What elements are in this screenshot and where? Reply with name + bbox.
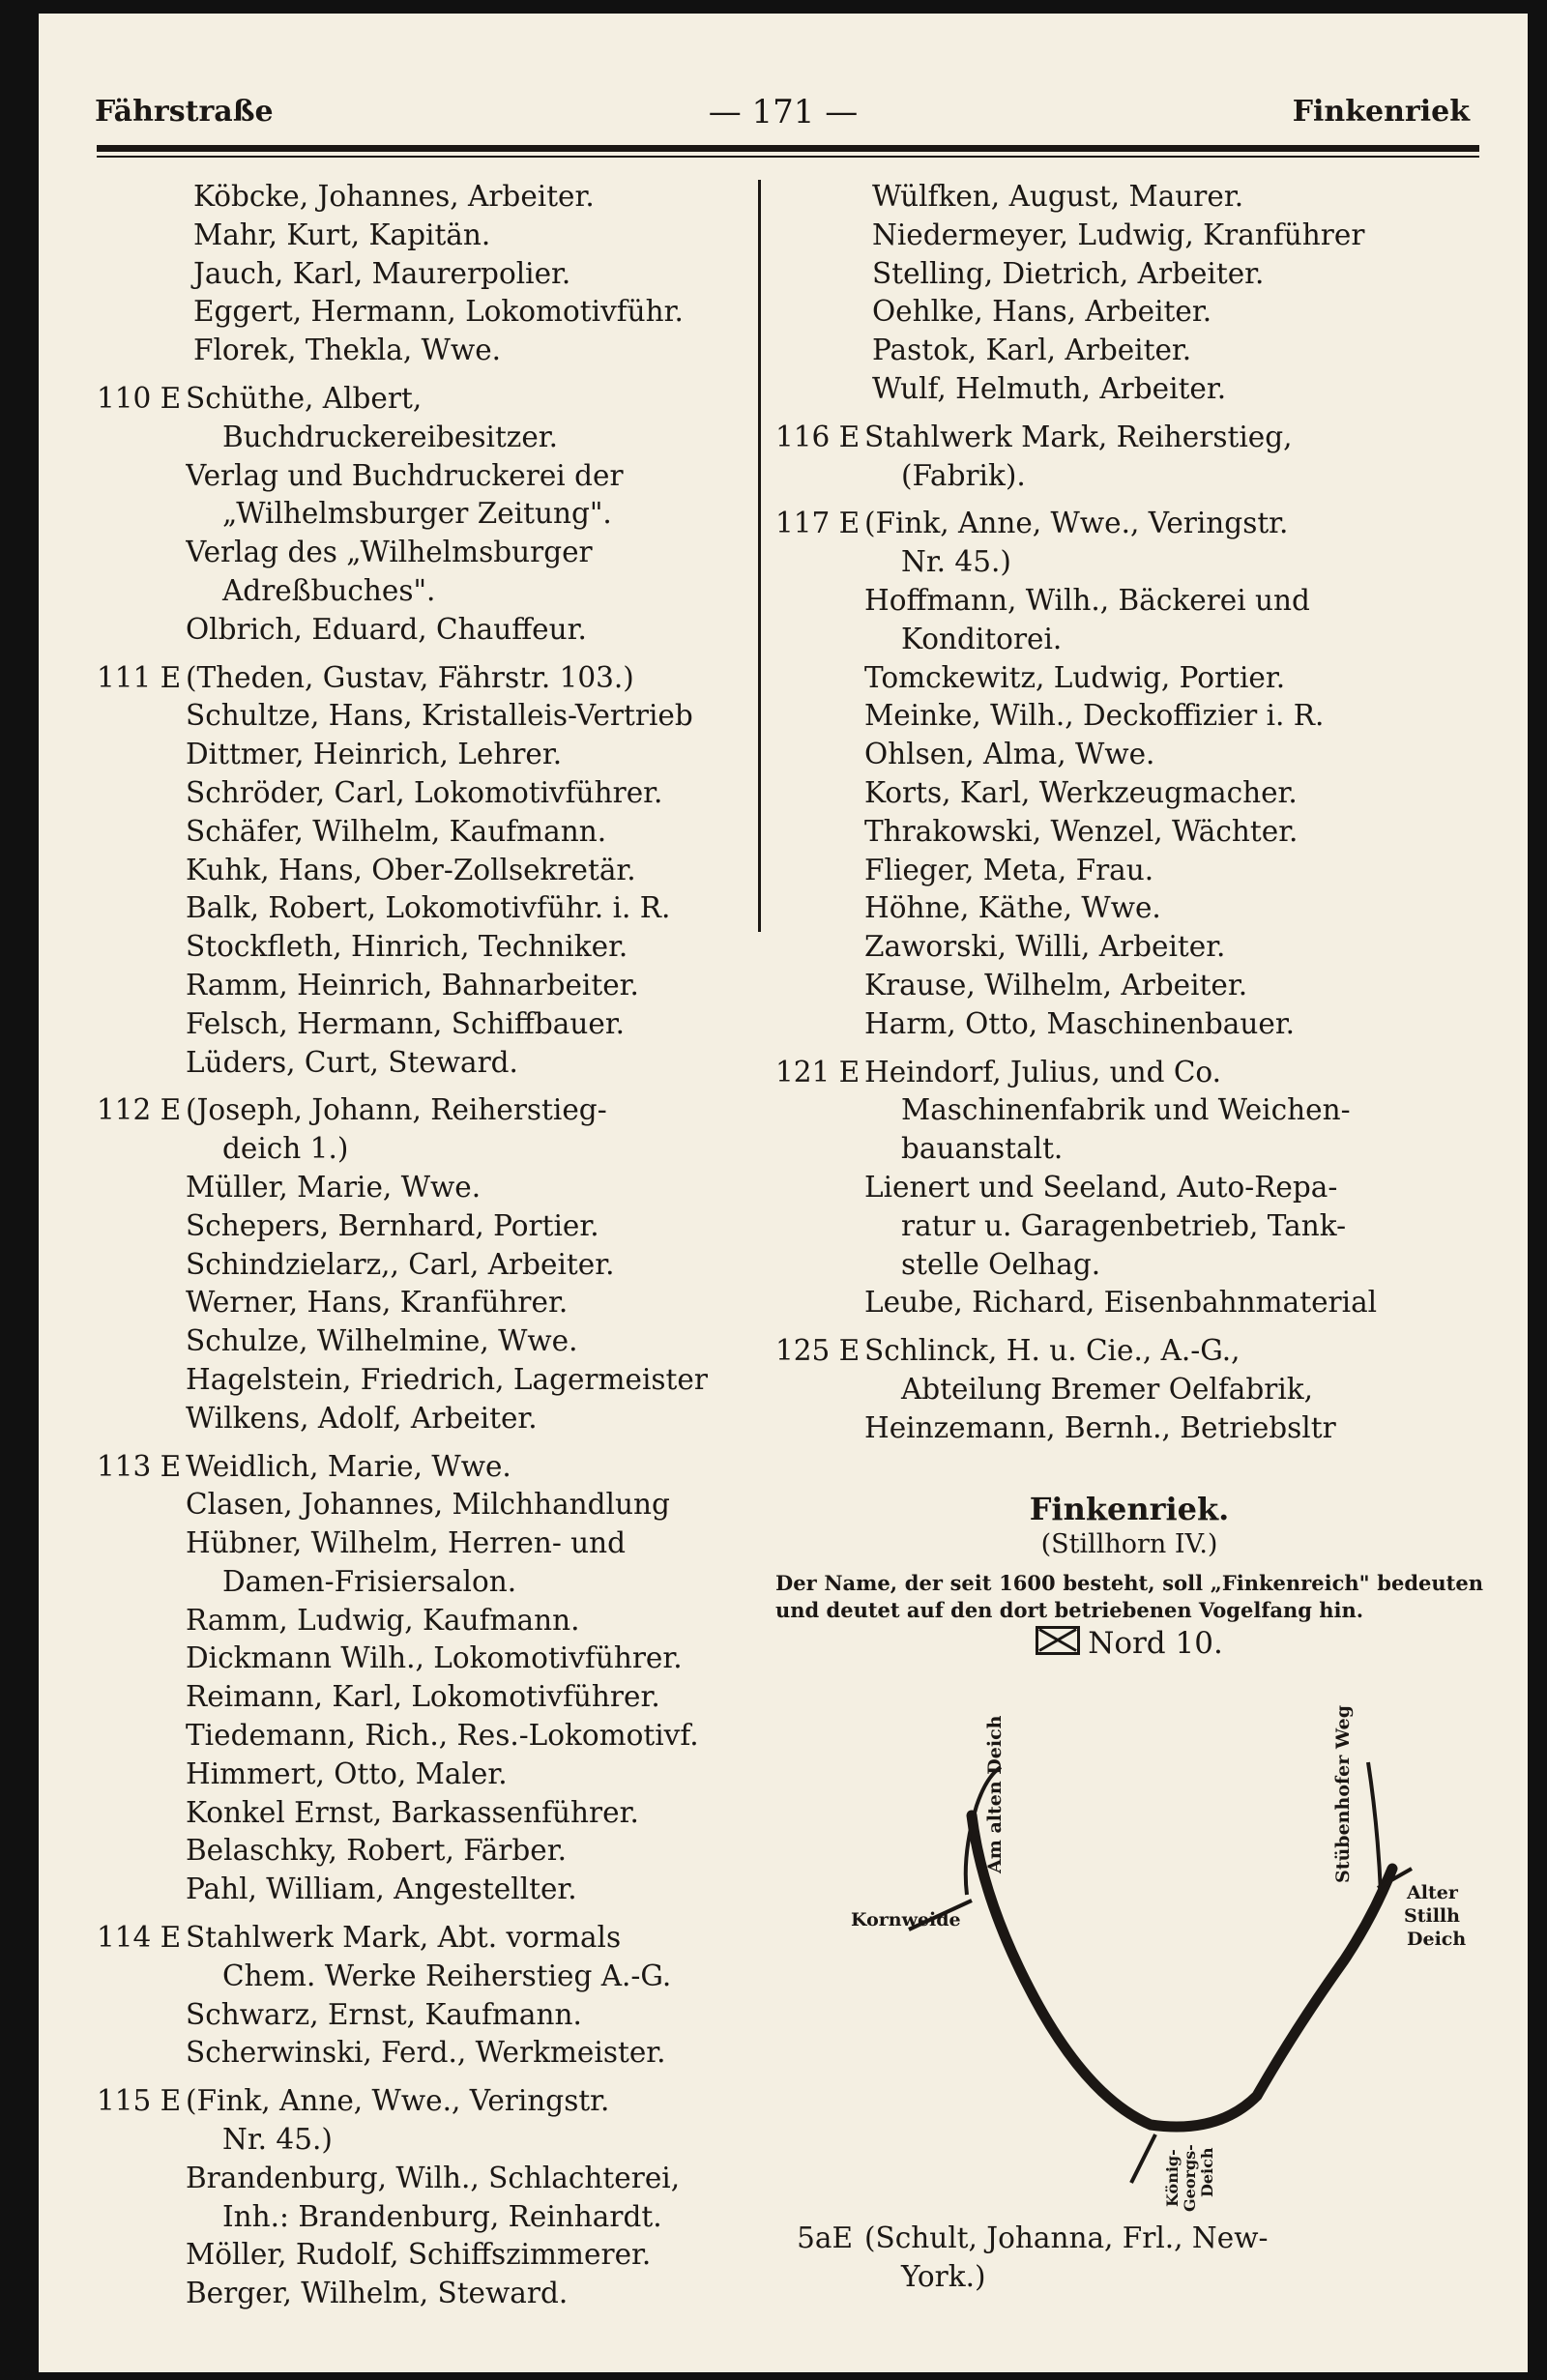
entry-line: Tomckewitz, Ludwig, Portier.	[864, 660, 1286, 694]
entry-line: Stockfleth, Hinrich, Techniker.	[186, 930, 628, 964]
entry-line: Wulf, Helmuth, Arbeiter.	[872, 371, 1227, 405]
entry-gap	[97, 650, 743, 659]
entry-gap	[775, 1322, 1483, 1332]
entry-line: Reimann, Karl, Lokomotivführer.	[186, 1680, 660, 1714]
header-rule-thin	[97, 156, 1479, 158]
entry-line: Abteilung Bremer Oelfabrik,	[901, 1372, 1314, 1406]
entry-gap	[97, 1082, 743, 1091]
map-label-alter-stillh-deich-1: Alter	[1407, 1882, 1458, 1903]
entry-line: (Joseph, Johann, Reiherstieg-	[186, 1093, 607, 1127]
entry-line: stelle Oelhag.	[901, 1247, 1101, 1281]
directory-page	[39, 14, 1528, 2372]
entry-line: Schepers, Bernhard, Portier.	[186, 1208, 599, 1242]
map-label-koenig-georg-deich-3: Deich	[1198, 2147, 1216, 2197]
map-label-stubenhofer-weg: Stübenhofer Weg	[1332, 1704, 1354, 1883]
entry-line: Heindorf, Julius, und Co.	[864, 1055, 1222, 1088]
entry-line: Kuhk, Hans, Ober-Zollsekretär.	[186, 853, 636, 886]
entry-line: Balk, Robert, Lokomotivführ. i. R.	[186, 891, 671, 925]
map-label-alter-stillh-deich-2: Stillh	[1404, 1905, 1460, 1927]
entry-line: Stelling, Dietrich, Arbeiter.	[872, 256, 1265, 290]
entry-line: Dittmer, Heinrich, Lehrer.	[186, 738, 563, 771]
postal-district	[775, 1626, 1483, 1661]
entry-line: Berger, Wilhelm, Steward.	[186, 2277, 569, 2310]
road-koenig-georg-deich	[1131, 2134, 1155, 2183]
entry-line: Heinzemann, Bernh., Betriebsltr	[864, 1410, 1336, 1444]
postal-district-label: Nord 10.	[1088, 1626, 1223, 1661]
entry-line: Himmert, Otto, Maler.	[186, 1756, 508, 1790]
address-entry	[97, 1448, 743, 1910]
house-number: 114 E	[97, 1921, 182, 1955]
entry-line: Jauch, Karl, Maurerpolier.	[193, 256, 571, 290]
header-rule-thick	[97, 145, 1479, 152]
entry-line: Leube, Richard, Eisenbahnmaterial	[864, 1286, 1378, 1320]
entry-line: Stahlwerk Mark, Abt. vormals	[186, 1921, 622, 1955]
entry-line: Konkel Ernst, Barkassenführer.	[186, 1795, 639, 1829]
entry-line: York.)	[901, 2259, 986, 2293]
entry-line: deich 1.)	[222, 1132, 349, 1166]
entry-gap	[775, 1044, 1483, 1054]
entry-gap	[775, 495, 1483, 505]
address-entry	[775, 178, 1483, 409]
address-entry	[97, 178, 743, 370]
house-number: 125 E	[775, 1334, 861, 1368]
map-label-koenig-georg-deich-1: König-	[1163, 2149, 1182, 2207]
page-number: — 171 —	[708, 93, 859, 131]
entry-line: Florek, Thekla, Wwe.	[193, 334, 502, 367]
entry-line: Werner, Hans, Kranführer.	[186, 1286, 569, 1320]
address-entry	[775, 1054, 1483, 1323]
map-label-kornweide: Kornweide	[851, 1909, 961, 1930]
entry-line: Schindzielarz,, Carl, Arbeiter.	[186, 1247, 615, 1281]
entry-line: Schultze, Hans, Kristalleis-Vertrieb	[186, 699, 693, 733]
entry-line: Nr. 45.)	[222, 2123, 333, 2157]
entry-line: Tiedemann, Rich., Res.-Lokomotivf.	[186, 1719, 699, 1753]
entry-line: Felsch, Hermann, Schiffbauer.	[186, 1006, 626, 1040]
address-entry-5aE	[775, 2220, 1483, 2297]
map-label-alter-stillh-deich-3: Deich	[1407, 1929, 1467, 1950]
entry-line: Oehlke, Hans, Arbeiter.	[872, 295, 1212, 329]
entry-line: Schröder, Carl, Lokomotivführer.	[186, 775, 663, 809]
house-number: 121 E	[775, 1055, 861, 1088]
address-entry	[97, 380, 743, 650]
address-entry	[97, 659, 743, 1083]
left-column	[97, 178, 743, 2313]
house-number: 5aE	[797, 2221, 853, 2254]
header-street-left: Fährstraße	[95, 95, 274, 129]
entry-line: (Theden, Gustav, Fährstr. 103.)	[186, 660, 634, 694]
section-subtitle: (Stillhorn IV.)	[1040, 1529, 1218, 1559]
entry-line: Brandenburg, Wilh., Schlachterei,	[186, 2161, 681, 2194]
house-number: 115 E	[97, 2084, 182, 2118]
entry-line: Nr. 45.)	[901, 545, 1011, 579]
entry-line: Höhne, Käthe, Wwe.	[864, 891, 1161, 925]
entry-line: (Fink, Anne, Wwe., Veringstr.	[864, 507, 1289, 540]
entry-line: Hübner, Wilhelm, Herren- und	[186, 1526, 627, 1560]
entry-line: Wülfken, August, Maurer.	[872, 180, 1244, 213]
column-divider	[758, 180, 761, 932]
entry-line: Konditorei.	[901, 622, 1063, 655]
entry-gap	[97, 1909, 743, 1919]
street-map	[812, 1670, 1489, 2212]
entry-line: Buchdruckereibesitzer.	[222, 420, 559, 453]
entry-line: Hoffmann, Wilh., Bäckerei und	[864, 583, 1310, 617]
entry-line: Maschinenfabrik und Weichen-	[901, 1093, 1351, 1127]
header-street-right: Finkenriek	[1292, 95, 1470, 129]
address-entry	[775, 1332, 1483, 1447]
entry-line: Schäfer, Wilhelm, Kaufmann.	[186, 814, 607, 848]
entry-line: Verlag und Buchdruckerei der	[186, 458, 624, 492]
house-number: 117 E	[775, 507, 861, 540]
entry-line: Hagelstein, Friedrich, Lagermeister	[186, 1362, 708, 1396]
house-number: 113 E	[97, 1449, 182, 1483]
entry-gap	[97, 370, 743, 380]
envelope-icon	[1036, 1626, 1080, 1655]
entry-line: Adreßbuches".	[222, 573, 436, 607]
entry-line: Eggert, Hermann, Lokomotivführ.	[193, 295, 684, 329]
entry-line: Flieger, Meta, Frau.	[864, 853, 1154, 886]
entry-line: ratur u. Garagenbetrieb, Tank-	[901, 1208, 1347, 1242]
entry-line: Weidlich, Marie, Wwe.	[186, 1449, 511, 1483]
entry-line: bauanstalt.	[901, 1132, 1064, 1166]
house-number: 112 E	[97, 1093, 182, 1127]
entry-line: Schlinck, H. u. Cie., A.-G.,	[864, 1334, 1241, 1368]
address-entry	[97, 1091, 743, 1437]
house-number: 111 E	[97, 660, 182, 694]
map-label-koenig-georg-deich-2: Georgs-	[1181, 2144, 1199, 2212]
entry-line: Köbcke, Johannes, Arbeiter.	[193, 180, 595, 213]
house-number: 116 E	[775, 420, 861, 453]
entry-line: Ramm, Heinrich, Bahnarbeiter.	[186, 968, 639, 1001]
entry-line: Pahl, William, Angestellter.	[186, 1872, 577, 1906]
road-finkenriek	[972, 1815, 1392, 2127]
entry-line: Verlag des „Wilhelmsburger	[186, 536, 593, 569]
entry-line: Clasen, Johannes, Milchhandlung	[186, 1488, 670, 1522]
entry-gap	[775, 409, 1483, 419]
entry-line: Olbrich, Eduard, Chauffeur.	[186, 612, 587, 646]
entry-line: Zaworski, Willi, Arbeiter.	[864, 930, 1226, 964]
entry-line: Meinke, Wilh., Deckoffizier i. R.	[864, 699, 1325, 733]
house-number: 110 E	[97, 381, 182, 415]
address-entry	[97, 2082, 743, 2313]
address-entry	[775, 505, 1483, 1043]
entry-line: Inh.: Brandenburg, Reinhardt.	[222, 2199, 662, 2233]
entry-line: Müller, Marie, Wwe.	[186, 1170, 482, 1204]
entry-line: Pastok, Karl, Arbeiter.	[872, 334, 1192, 367]
entry-line: Lienert und Seeland, Auto-Repa-	[864, 1170, 1338, 1204]
entry-line: Belaschky, Robert, Färber.	[186, 1834, 567, 1868]
entry-line: Lüders, Curt, Steward.	[186, 1045, 518, 1079]
entry-line: Ramm, Ludwig, Kaufmann.	[186, 1603, 580, 1637]
entry-line: Wilkens, Adolf, Arbeiter.	[186, 1401, 538, 1435]
entry-line: (Schult, Johanna, Frl., New-	[864, 2221, 1269, 2254]
entry-line: (Fink, Anne, Wwe., Veringstr.	[186, 2084, 610, 2118]
entry-line: Thrakowski, Wenzel, Wächter.	[864, 814, 1299, 848]
entry-gap	[97, 1438, 743, 1448]
entry-line: Schüthe, Albert,	[186, 381, 423, 415]
address-entry	[97, 1919, 743, 2073]
right-column	[775, 178, 1483, 1448]
entry-line: Niedermeyer, Ludwig, Kranführer	[872, 218, 1365, 251]
entry-line: Schwarz, Ernst, Kaufmann.	[186, 1997, 582, 2031]
section-title: Finkenriek.	[1029, 1491, 1230, 1527]
entry-line: Stahlwerk Mark, Reiherstieg,	[864, 420, 1293, 453]
entry-line: „Wilhelmsburger Zeitung".	[222, 497, 612, 531]
section-note: Der Name, der seit 1600 besteht, soll „Finkenreich" bedeuten und deutet auf den dort betriebenen Vogelfang hin.	[775, 1571, 1483, 1622]
entry-line: Scherwinski, Ferd., Werkmeister.	[186, 2036, 666, 2070]
entry-line: Möller, Rudolf, Schiffszimmerer.	[186, 2238, 652, 2272]
entry-line: Harm, Otto, Maschinenbauer.	[864, 1006, 1296, 1040]
entry-line: Korts, Karl, Werkzeugmacher.	[864, 775, 1298, 809]
entry-line: Krause, Wilhelm, Arbeiter.	[864, 968, 1248, 1001]
entry-line: Mahr, Kurt, Kapitän.	[193, 218, 491, 251]
entry-line: Ohlsen, Alma, Wwe.	[864, 738, 1155, 771]
entry-line: Chem. Werke Reiherstieg A.-G.	[222, 1959, 672, 1992]
entry-line: (Fabrik).	[901, 458, 1026, 492]
address-entry	[775, 419, 1483, 496]
entry-line: Damen-Frisiersalon.	[222, 1564, 517, 1598]
entry-line: Schulze, Wilhelmine, Wwe.	[186, 1324, 578, 1358]
map-label-am-alten-deich: Am alten Deich	[984, 1715, 1006, 1873]
road-stuebenhofer-weg	[1368, 1762, 1381, 1893]
entry-gap	[97, 2073, 743, 2082]
entry-line: Dickmann Wilh., Lokomotivführer.	[186, 1641, 683, 1675]
